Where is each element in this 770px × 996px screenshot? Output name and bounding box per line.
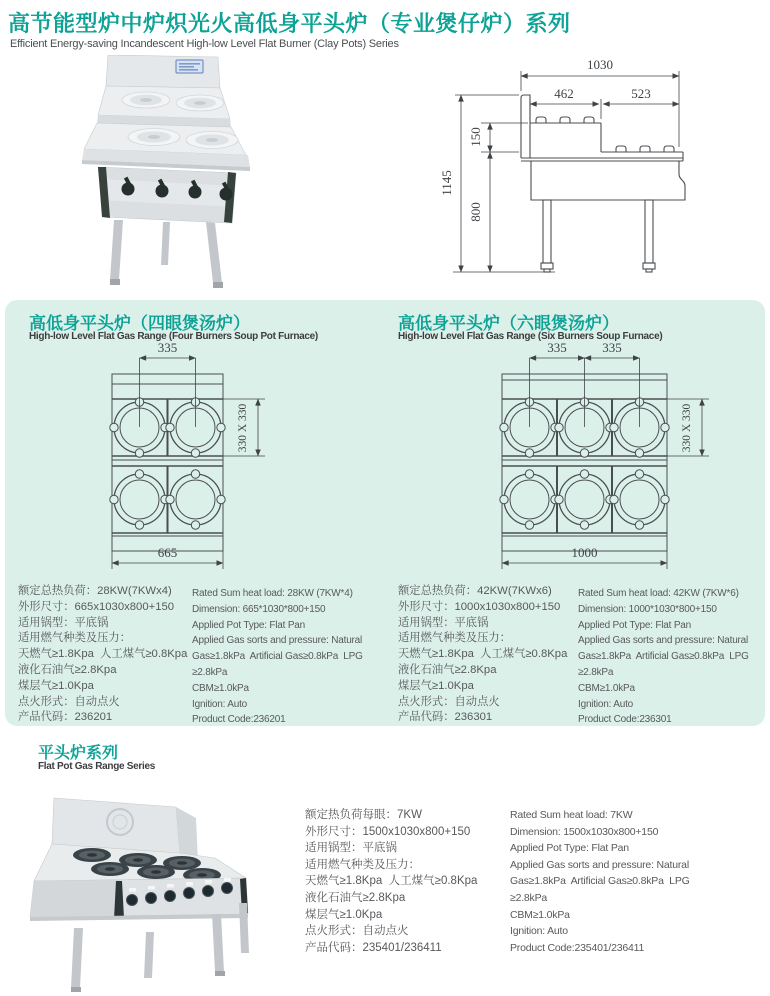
spec-line: Applied Pot Type: Flat Pan xyxy=(192,619,306,631)
spec-line: CBM≥1.0kPa xyxy=(510,908,570,921)
series-title-en: Flat Pot Gas Range Series xyxy=(38,761,155,772)
top-view-drawing-six-burner xyxy=(467,336,767,571)
dim-burner-size: 330 X 330 xyxy=(681,403,693,453)
page-title-en: Efficient Energy-saving Incandescent High-low Level Flat Burner (Clay Pots) Series xyxy=(10,38,399,50)
spec-line: Applied Pot Type: Flat Pan xyxy=(578,619,692,631)
range-outline xyxy=(112,374,223,551)
specs-zh xyxy=(398,584,573,726)
spec-line: 适用锅型：平底锅 xyxy=(305,842,397,855)
stove-profile xyxy=(521,95,685,272)
spec-line: 液化石油气≥2.8Kpa xyxy=(18,663,117,676)
specs-en xyxy=(510,807,768,956)
specs-en xyxy=(192,586,382,728)
spec-line: ≥2.8kPa xyxy=(192,666,228,678)
dim-body-height: 800 xyxy=(468,202,483,222)
dim-step-height: 150 xyxy=(468,127,483,147)
spec-line: Applied Gas sorts and pressure: Natural xyxy=(192,635,363,647)
dimension-side-view-drawing xyxy=(433,55,768,290)
spec-line: 天燃气≥1.8Kpa 人工煤气≥0.8Kpa xyxy=(398,648,568,661)
spec-line: 外形尺寸：1500x1030x800+150 xyxy=(305,825,471,838)
spec-line: Rated Sum heat load: 42KW (7KW*6) xyxy=(578,588,739,599)
spec-line: 适用燃气种类及压力： xyxy=(18,632,131,645)
knob-panel xyxy=(98,167,236,223)
spec-line: Rated Sum heat load: 28KW (7KW*4) xyxy=(192,588,353,599)
specs-zh xyxy=(18,584,193,726)
spec-line: Product Code:236301 xyxy=(578,714,672,726)
spec-line: Gas≥1.8kPa Artificial Gas≥0.8kPa LPG xyxy=(578,651,749,663)
product-title-zh: 高低身平头炉（四眼煲汤炉） xyxy=(29,314,250,333)
spec-line: Dimension: 1500x1030x800+150 xyxy=(510,825,659,838)
dim-overall-width: 1000 xyxy=(571,545,598,560)
spec-line: 额定热负荷每眼：7KW xyxy=(305,809,422,821)
spec-line: 适用锅型：平底锅 xyxy=(398,616,489,629)
dim-total-height: 1145 xyxy=(439,170,454,196)
spec-line: 液化石油气≥2.8Kpa xyxy=(398,663,497,676)
product-title-en: High-low Level Flat Gas Range (Four Burners Soup Pot Furnace) xyxy=(29,331,318,342)
brand-label xyxy=(176,60,203,73)
spec-line: 适用燃气种类及压力： xyxy=(398,632,511,645)
dim-left-section: 462 xyxy=(554,86,574,101)
spec-line: 产品代码：236201 xyxy=(18,711,113,724)
spec-line: Rated Sum heat load: 7KW xyxy=(510,809,633,821)
spec-line: 煤层气≥1.0Kpa xyxy=(18,679,94,692)
spec-line: 额定总热负荷：28KW(7KWx4) xyxy=(18,585,172,597)
page-title-zh: 高节能型炉中炉炽光火高低身平头炉（专业煲仔炉）系列 xyxy=(8,11,571,36)
upper-cooktop xyxy=(97,86,231,127)
spec-line: Applied Gas sorts and pressure: Natural xyxy=(578,635,749,647)
spec-line: 天燃气≥1.8Kpa 人工煤气≥0.8Kpa xyxy=(18,648,188,661)
spec-line: 产品代码：235401/236411 xyxy=(305,941,442,954)
dimension-lines xyxy=(112,358,265,569)
spec-line: Product Code:235401/236411 xyxy=(510,941,645,954)
dim-overall-width: 665 xyxy=(157,545,178,560)
spec-line: Gas≥1.8kPa Artificial Gas≥0.8kPa LPG xyxy=(192,651,363,663)
spec-line: Dimension: 665*1030*800+150 xyxy=(192,603,326,615)
spec-line: ≥2.8kPa xyxy=(578,666,614,678)
legs xyxy=(110,220,223,288)
spec-line: 外形尺寸：665x1030x800+150 xyxy=(18,600,175,613)
lower-cooktop xyxy=(82,123,250,171)
dimension-labels xyxy=(439,57,651,222)
dim-burner-spacing-a: 335 xyxy=(547,340,567,355)
spec-line: 液化石油气≥2.8Kpa xyxy=(305,891,406,904)
spec-line: 天燃气≥1.8Kpa 人工煤气≥0.8Kpa xyxy=(305,875,478,888)
spec-line: 点火形式：自动点火 xyxy=(18,695,120,708)
dimension-lines xyxy=(502,358,709,569)
dimension-labels xyxy=(158,340,249,560)
spec-line: Dimension: 1000*1030*800+150 xyxy=(578,603,717,615)
spec-line: Gas≥1.8kPa Artificial Gas≥0.8kPa LPG xyxy=(510,875,690,888)
specs-zh xyxy=(305,807,510,956)
spec-line: 适用锅型：平底锅 xyxy=(18,616,109,629)
spec-line: 产品代码：236301 xyxy=(398,711,493,724)
dim-burner-size: 330 X 330 xyxy=(237,403,249,453)
spec-line: 适用燃气种类及压力： xyxy=(305,858,420,871)
backsplash xyxy=(106,55,220,88)
dim-burner-spacing: 335 xyxy=(157,340,178,355)
spec-line: CBM≥1.0kPa xyxy=(192,682,249,694)
spec-line: 煤层气≥1.0Kpa xyxy=(398,679,474,692)
product-title-en: High-low Level Flat Gas Range (Six Burners Soup Furnace) xyxy=(398,331,663,342)
spec-line: 额定总热负荷：42KW(7KWx6) xyxy=(398,585,552,597)
spec-line: 煤层气≥1.0Kpa xyxy=(305,908,383,921)
spec-line: Ignition: Auto xyxy=(578,698,634,710)
dimension-labels xyxy=(547,340,693,560)
dim-right-section: 523 xyxy=(631,86,651,101)
product-photo-high-low-range xyxy=(58,55,358,290)
spec-line: 点火形式：自动点火 xyxy=(398,695,500,708)
spec-line: Ignition: Auto xyxy=(192,698,248,710)
spec-line: CBM≥1.0kPa xyxy=(578,682,635,694)
spec-line: 点火形式：自动点火 xyxy=(305,925,409,938)
product-panel xyxy=(5,300,765,726)
spec-line: Applied Gas sorts and pressure: Natural xyxy=(510,858,689,871)
series-title-zh: 平头炉系列 xyxy=(38,745,119,762)
spec-line: Applied Pot Type: Flat Pan xyxy=(510,842,629,855)
spec-line: 外形尺寸：1000x1030x800+150 xyxy=(398,600,561,613)
product-photo-flat-range xyxy=(10,782,300,994)
top-view-drawing-four-burner xyxy=(80,336,380,571)
product-section-four-burner xyxy=(5,300,385,726)
product-section-six-burner xyxy=(385,300,765,726)
spec-line: ≥2.8kPa xyxy=(510,891,548,904)
spec-line: Ignition: Auto xyxy=(510,925,568,938)
dim-burner-spacing-b: 335 xyxy=(602,340,622,355)
dim-overall-width: 1030 xyxy=(587,57,613,72)
spec-line: Product Code:236201 xyxy=(192,714,286,726)
product-title-zh: 高低身平头炉（六眼煲汤炉） xyxy=(398,314,619,333)
specs-en xyxy=(578,586,763,728)
